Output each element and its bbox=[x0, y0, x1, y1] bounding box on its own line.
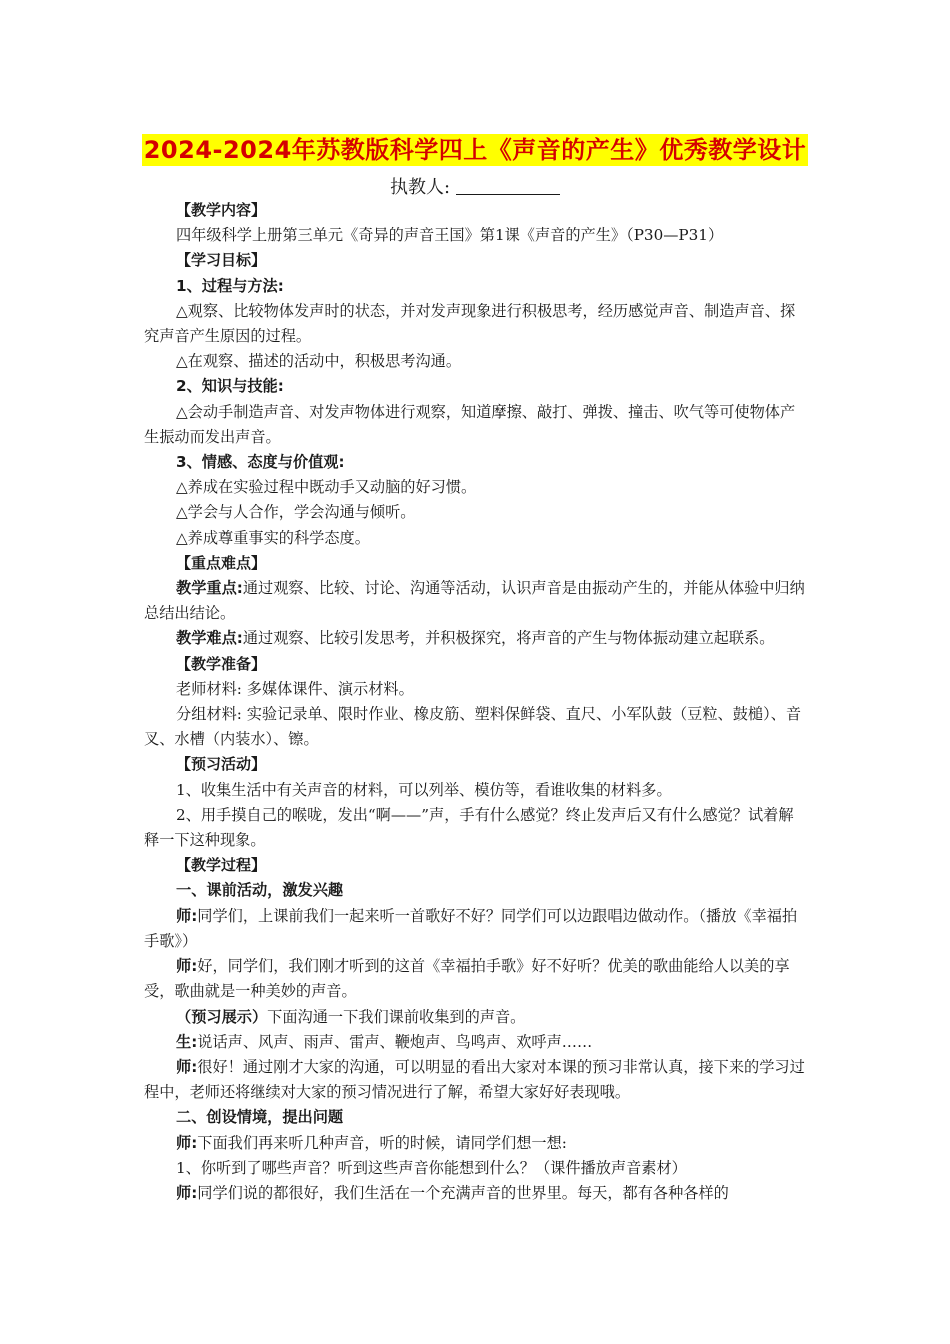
teacher-label: 师: bbox=[176, 957, 198, 976]
dialogue-text: 同学们，上课前我们一起来听一首歌好不好？同学们可以边跟唱边做动作。（播放《幸福拍手歌》） bbox=[144, 906, 798, 950]
key-point-label: 教学重点: bbox=[176, 579, 243, 598]
prep-group: 分组材料: 实验记录单、限时作业、橡皮筋、塑料保鲜袋、直尺、小军队鼓（豆粒、鼓槌）、音叉、水槽（内装水）、镲。 bbox=[144, 705, 802, 749]
difficult-point-label: 教学难点: bbox=[176, 629, 243, 648]
dialogue-text: 下面我们再来听几种声音，听的时候，请同学们想一想: bbox=[197, 1133, 567, 1152]
goal3-item-a: △养成在实验过程中既动手又动脑的好习惯。 bbox=[176, 478, 477, 497]
heading-preview: 【预习活动】 bbox=[176, 755, 267, 774]
dialogue-text: 说话声、风声、雨声、雷声、鞭炮声、鸟鸣声、欢呼声…… bbox=[197, 1032, 593, 1051]
step2-heading: 二、创设情境，提出问题 bbox=[176, 1108, 344, 1127]
dialogue-text: 同学们说的都很好，我们生活在一个充满声音的世界里。每天，都有各种各样的 bbox=[197, 1183, 729, 1202]
dialogue-teacher-5 bbox=[144, 1181, 806, 1206]
goal2-item-a: △会动手制造声音、对发声物体进行观察，知道摩擦、敲打、弹拨、撞击、吹气等可使物体产生振动而发出声音。 bbox=[144, 402, 796, 446]
difficult-point-text: 通过观察、比较引发思考，并积极探究，将声音的产生与物体振动建立起联系。 bbox=[242, 629, 775, 648]
heading-goals: 【学习目标】 bbox=[176, 251, 267, 270]
difficult-point bbox=[144, 626, 806, 651]
dialogue-text: 好，同学们，我们刚才听到的这首《幸福拍手歌》好不好听？优美的歌曲能给人以美的享受，歌曲就是一种美妙的声音。 bbox=[144, 957, 790, 1001]
question-1: 1、你听到了哪些声音？听到这些声音你能想到什么？（课件播放声音素材） bbox=[176, 1158, 687, 1177]
goal1-item-a: △观察、比较物体发声时的状态，并对发声现象进行积极思考，经历感觉声音、制造声音、探究声音产生原因的过程。 bbox=[144, 301, 796, 346]
heading-content: 【教学内容】 bbox=[176, 201, 267, 219]
teacher-label: 师: bbox=[176, 906, 198, 925]
preview-item-1: 1、收集生活中有关声音的材料，可以列举、模仿等，看谁收集的材料多。 bbox=[176, 780, 672, 799]
step1-heading: 一、课前活动，激发兴趣 bbox=[176, 881, 344, 900]
goal3-item-c: △养成尊重事实的科学态度。 bbox=[176, 528, 370, 547]
dialogue-teacher-1 bbox=[144, 904, 806, 954]
prep-teacher: 老师材料: 多媒体课件、演示材料。 bbox=[176, 679, 414, 698]
teacher-label: 师: bbox=[176, 1133, 198, 1152]
heading-preparation: 【教学准备】 bbox=[176, 654, 267, 673]
preview-display bbox=[144, 1005, 806, 1030]
goal3-item-b: △学会与人合作，学会沟通与倾听。 bbox=[176, 503, 416, 522]
teacher-label: 执教人: bbox=[389, 177, 451, 198]
content-text: 四年级科学上册第三单元《奇异的声音王国》第1课《声音的产生》（P30—P31） bbox=[176, 226, 724, 245]
document-body bbox=[144, 198, 806, 1206]
dialogue-text: 很好！通过刚才大家的沟通，可以明显的看出大家对本课的预习非常认真，接下来的学习过程中，老师还将继续对大家的预习情况进行了解，希望大家好好表现哦。 bbox=[144, 1057, 805, 1102]
goal1-item-b: △在观察、描述的活动中，积极思考沟通。 bbox=[176, 352, 462, 371]
teacher-line bbox=[0, 176, 950, 200]
teacher-name-blank bbox=[456, 176, 560, 195]
teacher-label: 师: bbox=[176, 1183, 198, 1202]
teacher-label: 师: bbox=[176, 1057, 198, 1076]
preview-display-text: 下面沟通一下我们课前收集到的声音。 bbox=[267, 1007, 526, 1026]
dialogue-teacher-2 bbox=[144, 954, 806, 1004]
preview-display-label: （预习展示） bbox=[176, 1007, 268, 1026]
dialogue-teacher-3 bbox=[144, 1055, 806, 1105]
student-label: 生: bbox=[176, 1032, 198, 1051]
key-point-text: 通过观察、比较、讨论、沟通等活动，认识声音是由振动产生的，并能从体验中归纳总结出结论。 bbox=[144, 579, 805, 623]
title-container bbox=[0, 134, 950, 166]
goal3-heading: 3、情感、态度与价值观: bbox=[176, 453, 345, 472]
dialogue-student-1 bbox=[144, 1030, 806, 1055]
dialogue-teacher-4 bbox=[144, 1131, 806, 1156]
document-title: 2024-2024年苏教版科学四上《声音的产生》优秀教学设计 bbox=[143, 136, 807, 164]
goal2-heading: 2、知识与技能: bbox=[176, 377, 284, 396]
preview-item-2: 2、用手摸自己的喉咙，发出“啊——”声，手有什么感觉？终止发声后又有什么感觉？试着解释一下这种现象。 bbox=[144, 805, 794, 850]
key-point bbox=[144, 576, 806, 626]
heading-key-points: 【重点难点】 bbox=[176, 553, 267, 572]
goal1-heading: 1、过程与方法: bbox=[176, 276, 284, 295]
heading-process: 【教学过程】 bbox=[176, 856, 267, 875]
